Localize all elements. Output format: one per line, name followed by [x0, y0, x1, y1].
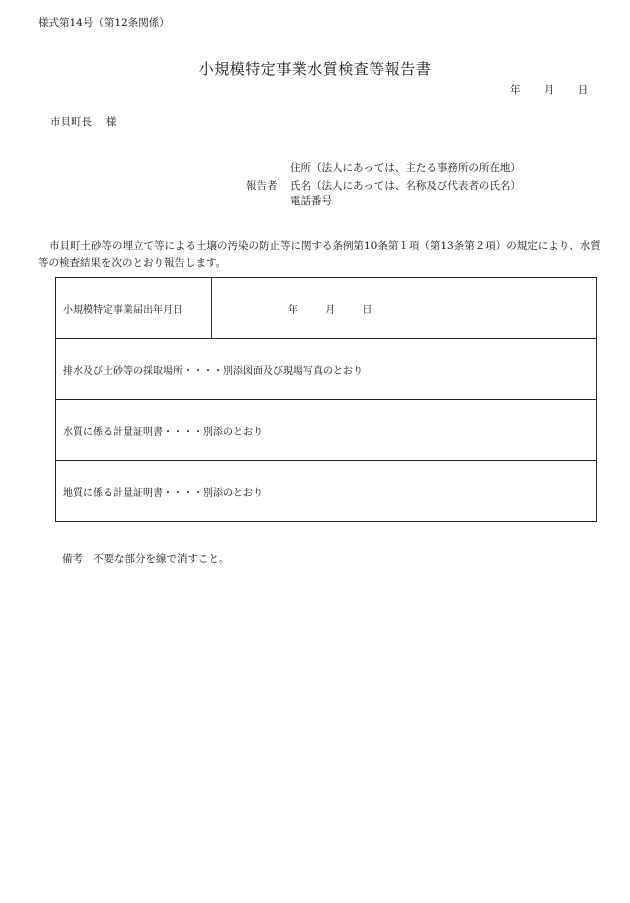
table-row [56, 339, 597, 400]
table-row [56, 400, 597, 461]
water-quality-certificate-row: 水質に係る計量証明書・・・・別添のとおり [56, 400, 597, 461]
notification-day-label: 日 [362, 304, 373, 316]
reporter-label: 報告者 [246, 180, 278, 192]
remark-label: 備考 [62, 553, 83, 565]
report-table [55, 277, 597, 522]
addressee [50, 114, 117, 129]
soil-quality-certificate-row: 地質に係る計量証明書・・・・別添のとおり [56, 461, 597, 522]
table-row [56, 461, 597, 522]
intro-paragraph: 市貝町土砂等の埋立て等による土壌の汚染の防止等に関する条例第10条第１項（第13条第２項）の規定により、水質等の検査結果を次のとおり報告します。 [38, 240, 601, 269]
notification-date-label: 小規模特定事業届出年月日 [56, 278, 212, 339]
date-month-label: 月 [543, 84, 555, 96]
sampling-location-row: 排水及び土砂等の採取場所・・・・別添図面及び現場写真のとおり [56, 339, 597, 400]
document-title: 小規模特定事業水質検査等報告書 [198, 60, 432, 78]
reporter-phone-label: 電話番号 [290, 195, 332, 207]
reporter-name-label: 氏名（法人にあっては、名称及び代表者の氏名） [290, 180, 521, 192]
addressee-name: 市貝町長 [50, 116, 92, 128]
form-number: 様式第14号（第12条関係） [38, 17, 170, 29]
notification-date-field [212, 278, 597, 339]
date-day-label: 日 [577, 84, 589, 96]
report-date-line [510, 82, 588, 97]
notification-year-label: 年 [288, 304, 298, 316]
notification-month-label: 月 [325, 304, 336, 316]
addressee-honorific: 様 [106, 116, 117, 128]
remark [62, 551, 230, 566]
reporter-address-label: 住所（法人にあっては、主たる事務所の所在地） [290, 162, 521, 174]
table-row [56, 278, 597, 339]
remark-text: 不要な部分を線で消すこと。 [93, 553, 230, 565]
date-year-label: 年 [510, 84, 521, 96]
